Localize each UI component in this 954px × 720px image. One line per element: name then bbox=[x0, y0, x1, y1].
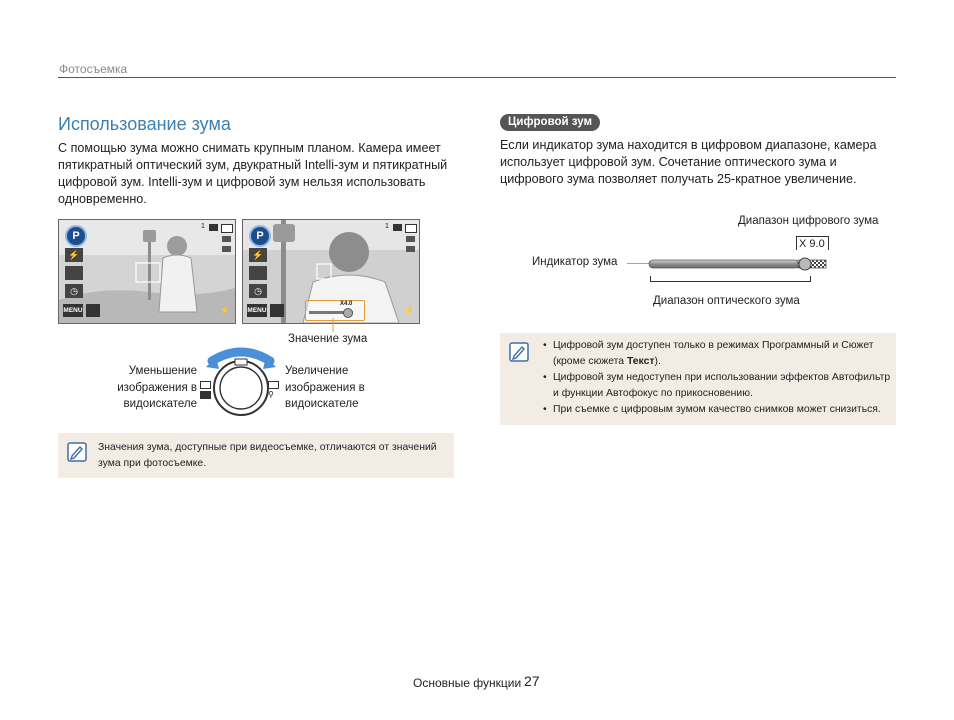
notes-list bbox=[541, 338, 898, 418]
zoom-indicator-label: Индикатор зума bbox=[532, 256, 618, 268]
section-label: Фотосъемка bbox=[59, 62, 128, 76]
shot-counter: 1 bbox=[385, 223, 389, 230]
battery-icon bbox=[221, 224, 233, 233]
flash-status-icon: ⚡ bbox=[404, 306, 414, 315]
page-number: 27 bbox=[524, 673, 540, 689]
note-item-tail: ). bbox=[654, 356, 661, 367]
timer-icon[interactable]: ◷ bbox=[249, 284, 267, 298]
digital-range-label: Диапазон цифрового зума bbox=[738, 215, 879, 227]
note-pencil-icon bbox=[67, 442, 87, 462]
flash-icon[interactable]: ⚡ bbox=[65, 248, 83, 262]
digital-range-bracket bbox=[796, 236, 829, 237]
optical-range-bracket bbox=[650, 281, 811, 282]
program-mode-icon[interactable]: P bbox=[249, 225, 271, 247]
menu-button[interactable]: MENU bbox=[63, 304, 83, 317]
note-item: • При съемке с цифровым зумом качество снимков может снизиться. bbox=[553, 402, 898, 418]
note-box-left bbox=[58, 433, 454, 478]
note-item-bold: Текст bbox=[626, 356, 655, 367]
tele-icon: ⚲ bbox=[268, 381, 280, 401]
battery-icon bbox=[405, 224, 417, 233]
timer-icon[interactable]: ◷ bbox=[65, 284, 83, 298]
camera-screen-zoomed bbox=[242, 219, 420, 324]
zoom-lever-dial[interactable] bbox=[206, 345, 276, 420]
focus-icon[interactable] bbox=[65, 266, 83, 280]
note-text-left: Значения зума, доступные при видеосъемке, отличаются от значений зума при фотосъемке. bbox=[98, 442, 437, 469]
flash-icon[interactable]: ⚡ bbox=[249, 248, 267, 262]
zoom-value-label: Значение зума bbox=[288, 333, 368, 345]
zoom-readout: X 9.0 bbox=[799, 238, 825, 250]
note-box-right bbox=[500, 333, 896, 425]
zoom-bar-marker bbox=[343, 308, 353, 318]
zoom-out-text: Уменьшение изображения в видоискателе bbox=[117, 365, 197, 410]
resolution-icon bbox=[209, 224, 218, 231]
zoom-value-readout: X4.0 bbox=[340, 301, 353, 307]
zoom-value-callout-line bbox=[300, 318, 340, 334]
quality-icon bbox=[406, 236, 415, 242]
metering-icon bbox=[222, 246, 231, 252]
section-divider bbox=[58, 77, 896, 78]
optical-range-bracket-tick bbox=[650, 276, 651, 282]
display-icon[interactable] bbox=[270, 304, 284, 317]
note-pencil-icon bbox=[509, 342, 529, 362]
camera-screen-wide bbox=[58, 219, 236, 324]
resolution-icon bbox=[393, 224, 402, 231]
digital-zoom-badge: Цифровой зум bbox=[500, 114, 600, 131]
digital-range-bracket-tick bbox=[796, 236, 797, 250]
digital-zoom-paragraph: Если индикатор зума находится в цифровом диапазоне, камера использует цифровой зум. Сочетание оптического зума и цифрового зума позволяет получать 25-кратное увеличение. bbox=[500, 138, 877, 186]
focus-icon[interactable] bbox=[249, 266, 267, 280]
page-title: Использование зума bbox=[58, 114, 231, 134]
optical-range-bracket-tick bbox=[810, 276, 811, 282]
note-item: • Цифровой зум недоступен при использовании эффектов Автофильтр и функции Автофокус по прикосновению. bbox=[553, 370, 898, 402]
zoom-in-text: Увеличение изображения в видоискателе bbox=[285, 365, 365, 410]
note-item bbox=[553, 338, 898, 370]
intro-paragraph: С помощью зума можно снимать крупным планом. Камера имеет пятикратный оптический зум, двукратный Intelli-зум и пятикратный цифровой зум. Intelli-зум и цифровой зум нельзя использовать одновременно. bbox=[58, 141, 448, 206]
digital-range-bracket-tick bbox=[828, 236, 829, 250]
menu-button[interactable]: MENU bbox=[247, 304, 267, 317]
indicator-callout-line bbox=[627, 263, 649, 264]
quality-icon bbox=[222, 236, 231, 242]
shot-counter: 1 bbox=[201, 223, 205, 230]
note-item-text: Цифровой зум доступен только в режимах Программный и Сюжет (кроме сюжета bbox=[553, 340, 874, 367]
flash-status-icon: ⚡ bbox=[220, 306, 230, 315]
display-icon[interactable] bbox=[86, 304, 100, 317]
metering-icon bbox=[406, 246, 415, 252]
program-mode-icon[interactable]: P bbox=[65, 225, 87, 247]
zoom-range-bar bbox=[648, 256, 830, 272]
footer-label: Основные функции bbox=[413, 676, 522, 690]
optical-range-label: Диапазон оптического зума bbox=[653, 295, 800, 307]
